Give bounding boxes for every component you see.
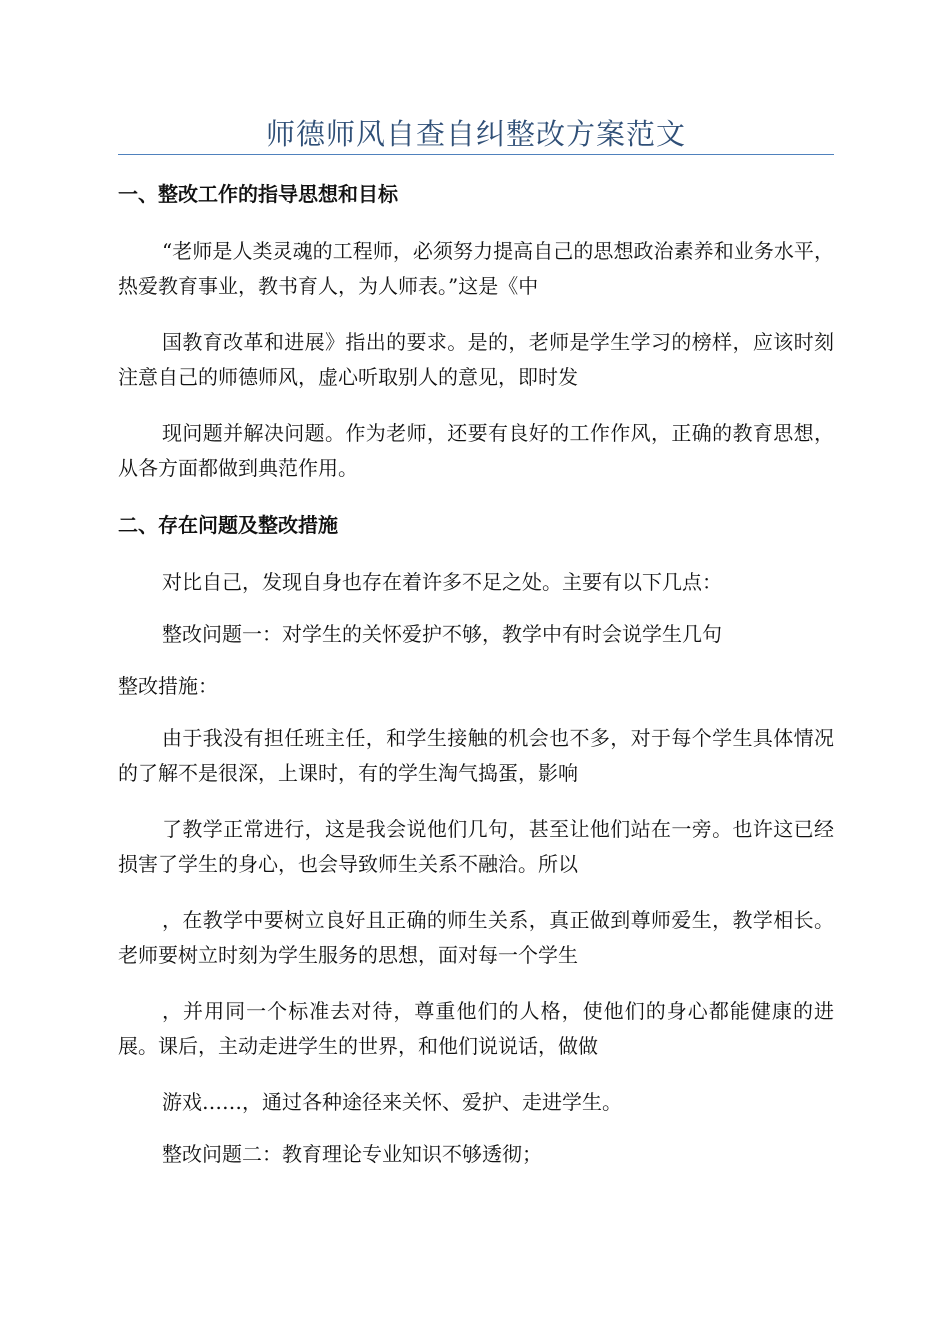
section-heading-1: 一、整改工作的指导思想和目标 [118, 182, 398, 206]
paragraph: 现问题并解决问题。作为老师，还要有良好的工作作风，正确的教育思想，从各方面都做到典范作用。 [118, 421, 834, 480]
document-title: 师德师风自查自纠整改方案范文 [265, 117, 686, 151]
title-underline [118, 154, 834, 155]
paragraph: 整改问题一：对学生的关怀爱护不够，教学中有时会说学生几句 [162, 622, 722, 646]
paragraph: “老师是人类灵魂的工程师，必须努力提高自己的思想政治素养和业务水平，热爱教育事业，教书育人，为人师表。”这是《中 [118, 239, 834, 298]
paragraph: 由于我没有担任班主任，和学生接触的机会也不多，对于每个学生具体情况的了解不是很深，上课时，有的学生淘气捣蛋，影响 [118, 726, 834, 785]
paragraph: ，并用同一个标准去对待，尊重他们的人格，使他们的身心都能健康的进展。课后，主动走进学生的世界，和他们说说话，做做 [118, 999, 834, 1058]
paragraph: 对比自己，发现自身也存在着许多不足之处。主要有以下几点： [162, 570, 722, 594]
paragraph: ，在教学中要树立良好且正确的师生关系，真正做到尊师爱生，教学相长。老师要树立时刻为学生服务的思想，面对每一个学生 [118, 908, 834, 967]
section-heading-2: 二、存在问题及整改措施 [118, 513, 338, 537]
paragraph: 游戏……，通过各种途径来关怀、爱护、走进学生。 [162, 1090, 622, 1114]
document-body [118, 176, 834, 1189]
paragraph: 整改措施： [118, 674, 218, 698]
paragraph: 国教育改革和进展》指出的要求。是的，老师是学生学习的榜样，应该时刻注意自己的师德师风，虚心听取别人的意见，即时发 [118, 330, 834, 389]
paragraph: 整改问题二：教育理论专业知识不够透彻； [162, 1142, 542, 1166]
paragraph: 了教学正常进行，这是我会说他们几句，甚至让他们站在一旁。也许这已经损害了学生的身心，也会导致师生关系不融洽。所以 [118, 817, 834, 876]
